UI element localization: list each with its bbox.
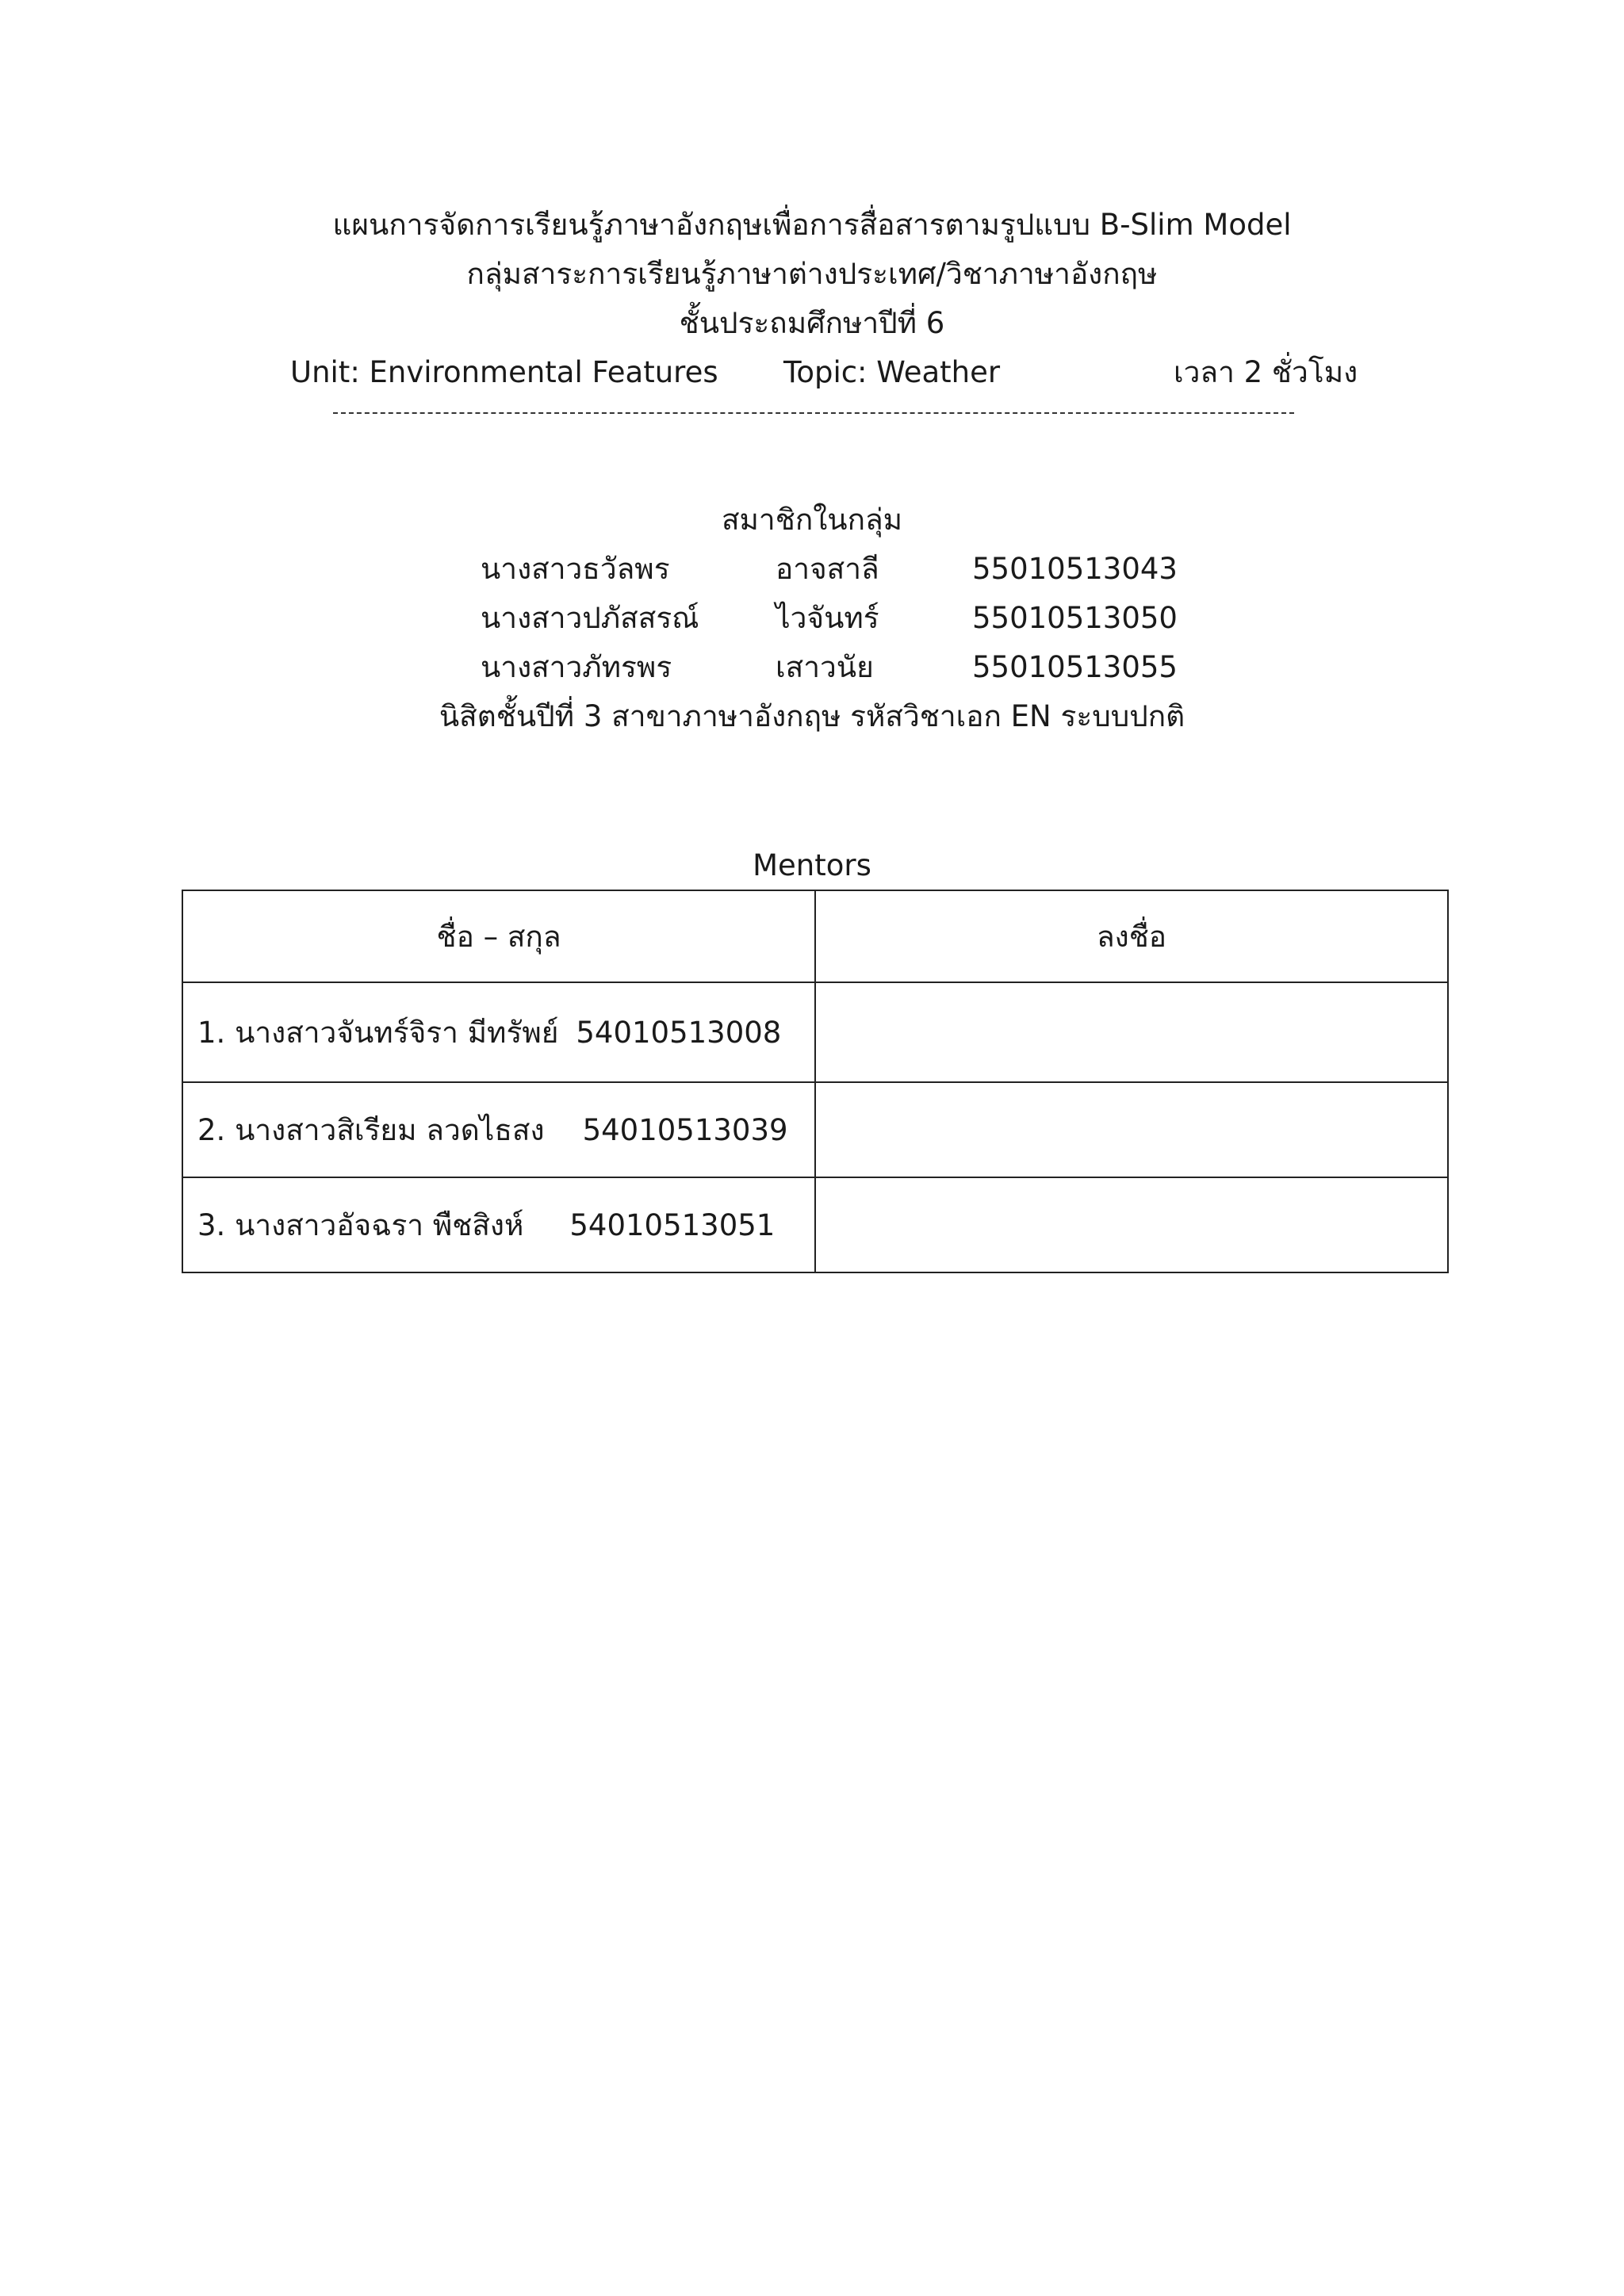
member-id: 55010513043 (972, 552, 1178, 586)
member-name: นางสาวภัทรพร (481, 650, 672, 684)
duration-label: เวลา 2 ชั่วโมง (1174, 355, 1358, 389)
signature-cell (815, 1177, 1448, 1272)
member-row (0, 649, 1624, 696)
mentor-cell (182, 1177, 815, 1272)
mentor-cell (182, 1082, 815, 1177)
column-header-name: ชื่อ – สกุล (182, 890, 815, 982)
mentor-name: 3. นางสาวอัจฉรา พืชสิงห์ (197, 1207, 524, 1242)
member-name: นางสาวปภัสสรณ์ (481, 601, 699, 635)
member-surname: ไวจันทร์ (776, 601, 879, 635)
mentor-cell (182, 982, 815, 1082)
title-line-3: ชั้นประถมศึกษาปีที่ 6 (679, 306, 945, 340)
table-row (182, 1177, 1448, 1272)
mentor-id: 54010513008 (576, 1015, 782, 1050)
title-line-2: กลุ่มสาระการเรียนรู้ภาษาต่างประเทศ/วิชาภาษาอังกฤษ (466, 257, 1158, 291)
separator-line (333, 412, 1294, 414)
unit-label: Unit: Environmental Features (290, 355, 718, 389)
table-row (182, 1082, 1448, 1177)
mentor-id: 54010513039 (582, 1112, 788, 1147)
signature-cell (815, 1082, 1448, 1177)
member-id: 55010513055 (972, 650, 1178, 684)
table-row (182, 982, 1448, 1082)
mentors-caption: Mentors (753, 848, 871, 882)
member-surname: เสาวนัย (776, 650, 874, 684)
member-id: 55010513050 (972, 601, 1178, 635)
members-heading: สมาชิกในกลุ่ม (721, 503, 903, 537)
member-name: นางสาวธวัลพร (481, 552, 670, 586)
signature-cell (815, 982, 1448, 1082)
member-row (0, 550, 1624, 598)
title-line-1: แผนการจัดการเรียนรู้ภาษาอังกฤษเพื่อการสื่อสารตามรูปแบบ B-Slim Model (332, 208, 1292, 242)
mentor-id: 54010513051 (569, 1207, 776, 1242)
topic-label: Topic: Weather (783, 355, 1001, 389)
member-row (0, 599, 1624, 647)
member-surname: อาจสาลี (776, 552, 879, 586)
mentor-name: 1. นางสาวจันทร์จิรา มีทรัพย์ (197, 1015, 559, 1050)
members-footer: นิสิตชั้นปีที่ 3 สาขาภาษาอังกฤษ รหัสวิชาเอก EN ระบบปกติ (439, 699, 1185, 733)
column-header-signature: ลงชื่อ (815, 890, 1448, 982)
mentor-name: 2. นางสาวสิเรียม ลวดไธสง (197, 1112, 545, 1147)
mentors-table (182, 890, 1449, 1273)
